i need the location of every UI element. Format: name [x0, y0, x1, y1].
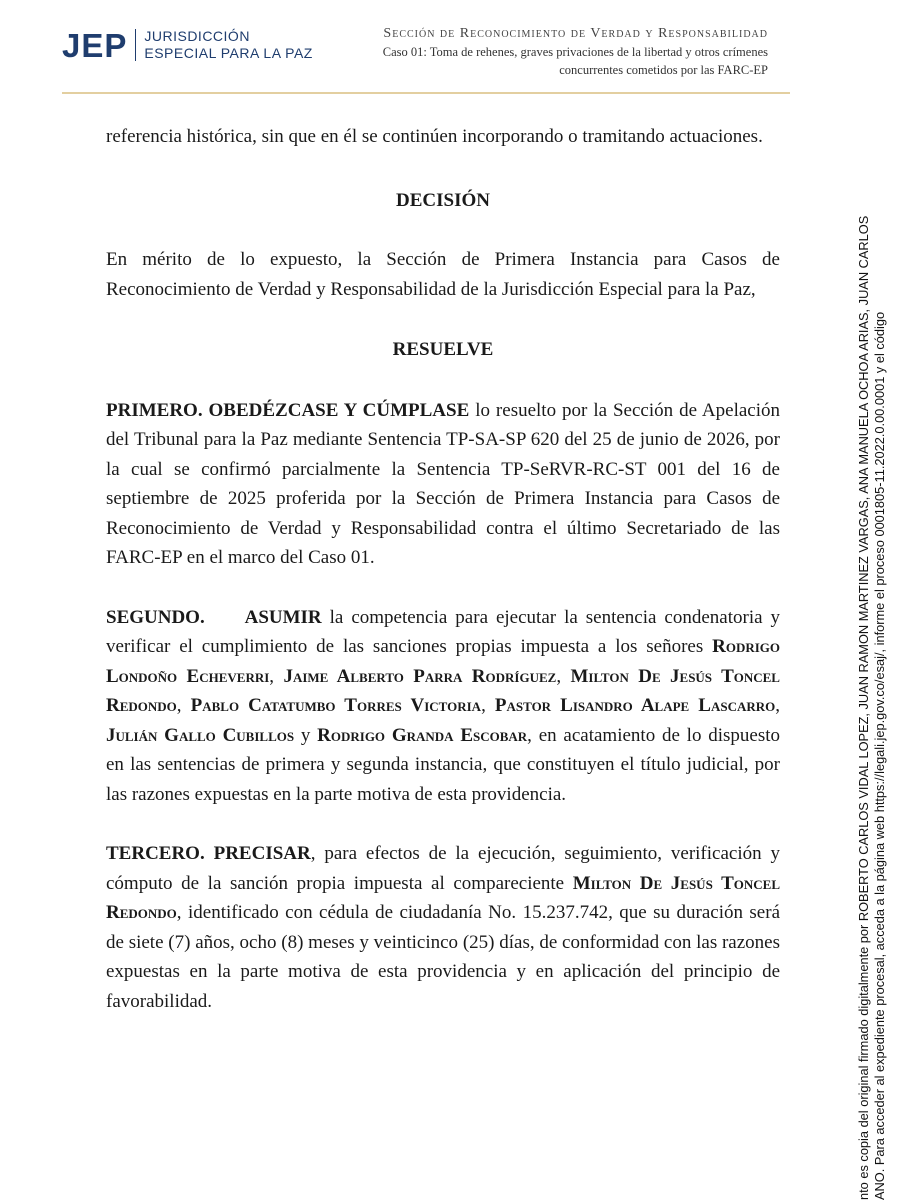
- digital-signature-note: [850, 0, 910, 1200]
- digital-signature-text: [856, 0, 888, 1200]
- logo-text-line2: ESPECIAL PARA LA PAZ: [144, 45, 313, 61]
- name-milton-toncel-tercero: Milton De Jesús Toncel Redondo: [106, 872, 780, 923]
- heading-decision: DECISIÓN: [396, 189, 490, 211]
- name-julian-gallo: Julián Gallo Cubillos: [106, 724, 295, 746]
- paragraph-merit: En mérito de lo expuesto, la Sección de Primera Instancia para Casos de Reconocimiento de Verdad y Responsabilidad de la Jurisdicción Especial para la Paz,: [106, 249, 780, 300]
- jep-logo-text: [144, 28, 312, 62]
- segundo-text1: la competencia para ejecutar la sentencia condenatoria y verificar el cumplimiento de las sanciones propias impuesta a los señores: [106, 606, 781, 657]
- tercero-text1: para efectos de la ejecución, seguimiento, verificación y cómputo de la sanción propia impuesta al compareciente: [106, 843, 780, 894]
- name-rodrigo-granda: Rodrigo Granda Escobar: [317, 724, 528, 746]
- paragraph-segundo: SEGUNDO. ASUMIR la competencia para ejecutar la sentencia condenatoria y verificar el cumplimiento de las sanciones propias impuesta a los señores Rodrigo Londoño Echeverri, Jaime Alberto Parra Rodríguez, Milton De Jesús Toncel Redondo, Pablo Catatumbo Torres Victoria, Pastor Lisandro Alape Lascarro, Julián Gallo Cubillos y Rodrigo Granda Escobar, en acatamiento de lo dispuesto en las sentencias de primera y segunda instancia, que constituyen el título judicial, por las razones expuestas en la parte motiva de esta providencia.: [106, 606, 781, 805]
- segundo-action: ASUMIR: [244, 606, 322, 628]
- jep-logo: [62, 28, 313, 62]
- conjunction: y: [300, 724, 311, 746]
- primero-action: OBEDÉZCASE Y CÚMPLASE: [208, 399, 470, 421]
- jep-logo-mark: JEP: [62, 26, 128, 64]
- header-rule: [62, 92, 790, 94]
- logo-divider: [135, 29, 136, 61]
- name-milton-toncel: Milton De Jesús Toncel Redondo: [106, 665, 780, 716]
- heading-resuelve: RESUELVE: [392, 339, 494, 360]
- segundo-text2: en acatamiento de lo dispuesto en las sentencias de primera y segunda instancia, que constituyen el título judicial, por las razones expuestas en la parte motiva de esta providencia.: [106, 724, 781, 805]
- name-pablo-catatumbo: Pablo Catatumbo Torres Victoria: [190, 695, 482, 716]
- tercero-action: PRECISAR: [213, 843, 311, 864]
- signature-note-line2: ANO. Para acceder al expediente procesal, acceda a la página web https://legali.jep.gov.co/esaj/, informe el proceso 0001805-11.2022.0.00.0001 y el código: [872, 311, 887, 1200]
- name-jaime-parra: Jaime Alberto Parra Rodríguez: [283, 665, 557, 687]
- paragraph-tercero: TERCERO. PRECISAR, para efectos de la ejecución, seguimiento, verificación y cómputo de la sanción propia impuesta al compareciente Milton De Jesús Toncel Redondo, identificado con cédula de ciudadanía No. 15.237.742, que su duración será de siete (7) años, ocho (8) meses y veinticinco (25) días, de conformidad con las razones expuestas en la parte motiva de esta providencia y en aplicación del principio de favorabilidad.: [106, 843, 781, 1012]
- document-header: [298, 25, 768, 79]
- signature-note-line1: nto es copia del original firmado digitalmente por ROBERTO CARLOS VIDAL LOPEZ, JUAN RAMON MARTINEZ VARGAS, ANA MANUELA OCHOA ARIAS, JUAN CARLOS: [856, 215, 871, 1200]
- document-body: [106, 122, 780, 1016]
- tercero-text2: identificado con cédula de ciudadanía No. 15.237.742, que su duración será de siete (7) años, ocho (8) meses y veinticinco (25) días, de conformidad con las razones expuestas en la parte motiva de esta providencia y en aplicación del principio de favorabilidad.: [106, 902, 781, 1012]
- header-subtitle-line1: Caso 01: Toma de rehenes, graves privaciones de la libertad y otros crímenes: [382, 45, 768, 59]
- header-subtitle-line2: concurrentes cometidos por las FARC-EP: [559, 63, 768, 77]
- header-title: Sección de Reconocimiento de Verdad y Responsabilidad: [383, 26, 768, 41]
- name-pastor-alape: Pastor Lisandro Alape Lascarro: [494, 695, 776, 716]
- primero-label: PRIMERO.: [106, 399, 203, 421]
- paragraph-primero: [106, 396, 780, 573]
- paragraph-historical-reference: referencia histórica, sin que en él se continúen incorporando o tramitando actuaciones.: [106, 126, 763, 147]
- tercero-label: TERCERO.: [106, 843, 205, 864]
- logo-text-line1: JURISDICCIÓN: [144, 28, 250, 44]
- segundo-label: SEGUNDO.: [106, 606, 205, 628]
- primero-text: lo resuelto por la Sección de Apelación del Tribunal para la Paz mediante Sentencia TP-SA-SP 620 del 25 de junio de 2026, por la cual se confirmó parcialmente la Sentencia TP-SeRVR-RC-ST 001 del 16 de septiembre de 2025 proferida por la Sección de Primera Instancia para Casos de Reconocimiento de Verdad y Responsabilidad contra el último Secretariado de las FARC-EP en el marco del Caso 01.: [106, 399, 780, 568]
- name-rodrigo-londono: Rodrigo Londoño Echeverri: [106, 636, 781, 687]
